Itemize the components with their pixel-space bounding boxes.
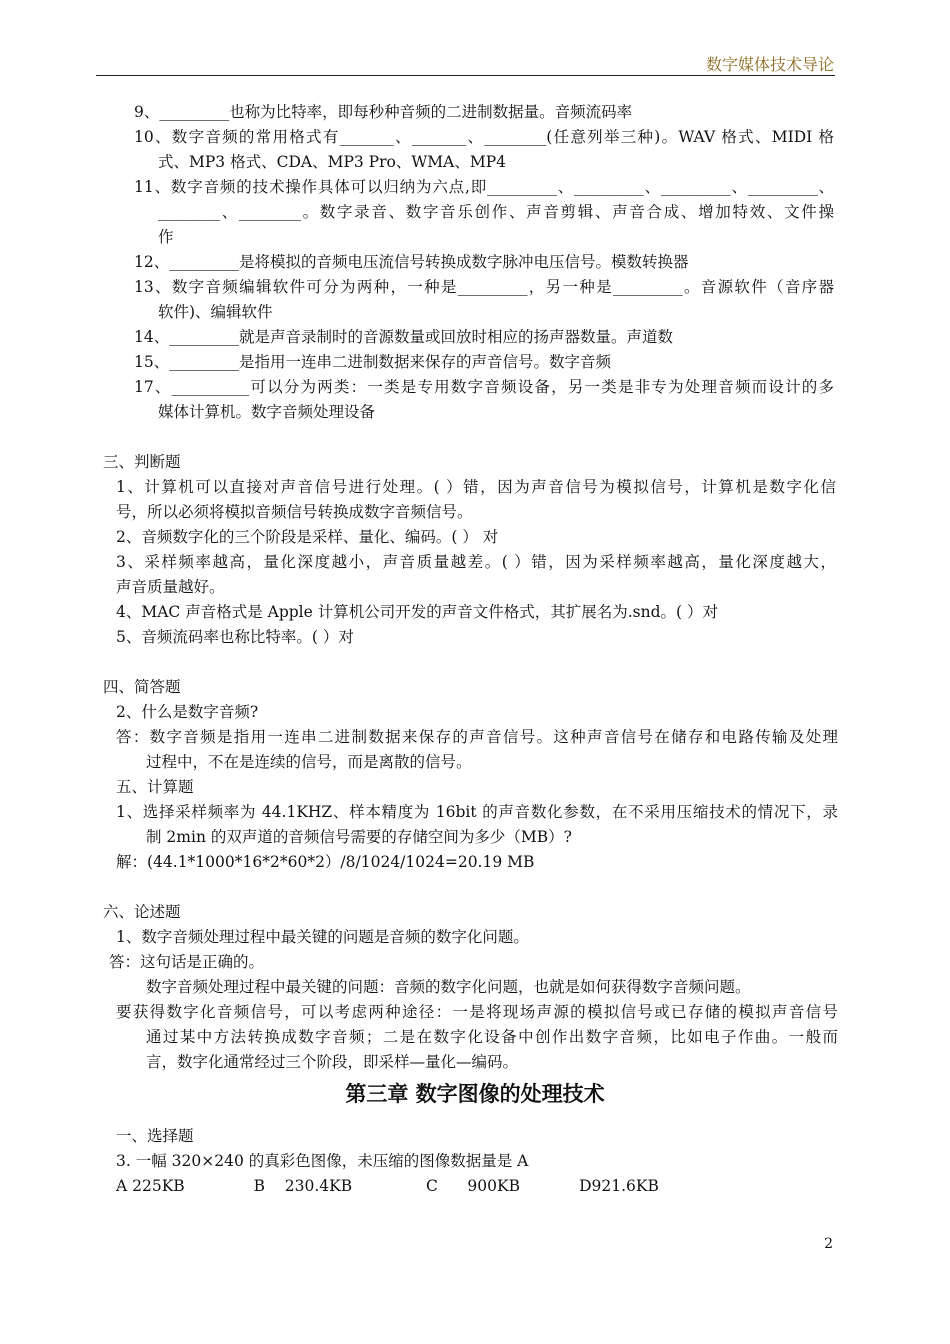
short-answer-2: 2、什么是数字音频? — [116, 703, 259, 721]
question-14: 14、_________就是声音录制时的音源数量或回放时相应的扬声器数量。声道数 — [134, 328, 673, 346]
question-10-line1: 10、数字音频的常用格式有_______、_______、________(任意列举三种)。WAV 格式、MIDI 格 — [134, 128, 834, 146]
chapter-title: 第三章 数字图像的处理技术 — [345, 1082, 605, 1106]
question-11-line1: 11、数字音频的技术操作具体可以归纳为六点,即_________、_________、_________、_________、 — [134, 178, 834, 196]
section-true-false: 三、判断题 — [103, 453, 181, 471]
section-calculation: 五、计算题 — [116, 778, 194, 796]
short-answer-2-answer-line2: 过程中，不在是连续的信号，而是离散的信号。 — [146, 753, 472, 771]
essay-1: 1、数字音频处理过程中最关键的问题是音频的数字化问题。 — [116, 928, 529, 946]
calculation-1-line1: 1、选择采样频率为 44.1KHZ、样本精度为 16bit 的声音数化参数，在不采用压缩技术的情况下，录 — [116, 803, 838, 821]
section-essay: 六、论述题 — [103, 903, 181, 921]
header-title: 数字媒体技术导论 — [705, 55, 834, 74]
judge-4: 4、MAC 声音格式是 Apple 计算机公司开发的声音文件格式，其扩展名为.snd。( ）对 — [116, 603, 718, 621]
calculation-1-solution: 解：(44.1*1000*16*2*60*2）/8/1024/1024=20.19 MB — [116, 853, 535, 871]
question-17-line2: 媒体计算机。数字音频处理设备 — [158, 403, 376, 421]
essay-1-answer-line2: 数字音频处理过程中最关键的问题：音频的数字化问题，也就是如何获得数字音频问题。 — [146, 978, 751, 996]
question-10-line2: 式、MP3 格式、CDA、MP3 Pro、WMA、MP4 — [158, 153, 506, 171]
judge-1-line2: 号，所以必须将模拟音频信号转换成数字音频信号。 — [116, 503, 473, 521]
judge-2: 2、音频数字化的三个阶段是采样、量化、编码。( ） 对 — [116, 528, 499, 546]
question-15: 15、_________是指用一连串二进制数据来保存的声音信号。数字音频 — [134, 353, 611, 371]
section-short-answer: 四、简答题 — [103, 678, 181, 696]
question-11-line2: ________、________。数字录音、数字音乐创作、声音剪辑、声音合成、增加特效、文件操 — [158, 203, 834, 221]
short-answer-2-answer-line1: 答：数字音频是指用一连串二进制数据来保存的声音信号。这种声音信号在储存和电路传输及处理 — [116, 728, 838, 746]
judge-1-line1: 1、计算机可以直接对声音信号进行处理。( ）错，因为声音信号为模拟信号，计算机是数字化信 — [116, 478, 836, 496]
calculation-1-line2: 制 2min 的双声道的音频信号需要的存储空间为多少（MB）? — [146, 828, 572, 846]
essay-1-answer-line3: 要获得数字化音频信号，可以考虑两种途径：一是将现场声源的模拟信号或已存储的模拟声音信号 — [116, 1003, 838, 1021]
page-number: 2 — [824, 1236, 833, 1252]
question-13-line1: 13、数字音频编辑软件可分为两种，一种是_________，另一种是_________。音源软件（音序器 — [134, 278, 834, 296]
judge-5: 5、音频流码率也称比特率。( ）对 — [116, 628, 354, 646]
question-13-line2: 软件)、编辑软件 — [158, 303, 273, 321]
question-12: 12、_________是将模拟的音频电压流信号转换成数字脉冲电压信号。模数转换器 — [134, 253, 689, 271]
question-11-line3: 作 — [158, 228, 174, 246]
judge-3-line2: 声音质量越好。 — [116, 578, 225, 596]
judge-3-line1: 3、采样频率越高，量化深度越小，声音质量越差。( ）错，因为采样频率越高，量化深度越大， — [116, 553, 836, 571]
chapter3-question-3-options: A 225KB B 230.4KB C 900KB D921.6KB — [116, 1177, 659, 1195]
header-rule — [96, 75, 835, 76]
essay-1-answer-line5: 言，数字化通常经过三个阶段，即采样—量化—编码。 — [146, 1053, 519, 1071]
question-17-line1: 17、__________可以分为两类：一类是专用数字音频设备，另一类是非专为处理音频而设计的多 — [134, 378, 834, 396]
essay-1-answer-line4: 通过某中方法转换成数字音频；二是在数字化设备中创作出数字音频，比如电子作曲。一般而 — [146, 1028, 838, 1046]
chapter3-question-3: 3. 一幅 320×240 的真彩色图像，未压缩的图像数据量是 A — [116, 1152, 529, 1170]
chapter3-section-choice: 一、选择题 — [116, 1127, 194, 1145]
question-9: 9、_________也称为比特率，即每秒种音频的二进制数据量。音频流码率 — [134, 103, 633, 121]
essay-1-answer-line1: 答：这句话是正确的。 — [109, 953, 265, 971]
